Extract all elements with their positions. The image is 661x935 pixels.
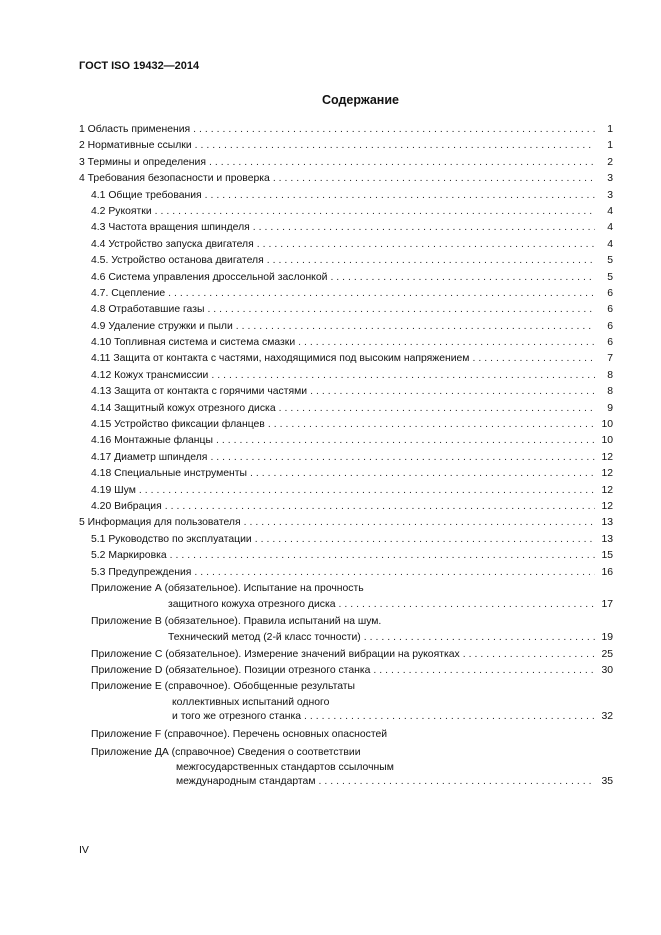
toc-entry[interactable] xyxy=(79,253,613,269)
dot-leader xyxy=(373,663,595,679)
toc-entry-text: 4.11 Защита от контакта с частями, находящимися под высоким напряжением xyxy=(91,353,470,365)
toc-entry[interactable] xyxy=(79,368,613,384)
toc-entry-text: 4.8 Отработавшие газы xyxy=(91,304,205,316)
toc-entry-page: 4 xyxy=(607,222,613,234)
toc-entry-page: 1 xyxy=(607,140,613,152)
toc-entry-text: Приложение F (справочное). Перечень основных опасностей xyxy=(91,729,388,741)
toc-entry-text: 4.2 Рукоятки xyxy=(91,205,152,217)
toc-entry-page: 3 xyxy=(607,189,613,201)
toc-entry-text: 5.1 Руководство по эксплуатации xyxy=(91,533,252,545)
dot-leader xyxy=(205,188,595,204)
toc-entry-text: Приложение ДА (справочное) Сведения о соответствии xyxy=(91,747,361,759)
toc-entry-page: 6 xyxy=(607,320,613,332)
appendix-da-continuation[interactable] xyxy=(79,761,613,774)
toc-entry[interactable] xyxy=(79,499,613,515)
toc-entry-page: 19 xyxy=(601,632,613,644)
dot-leader xyxy=(310,384,595,400)
toc-entry[interactable] xyxy=(79,122,613,138)
toc-entry-text: защитного кожуха отрезного диска xyxy=(168,599,336,611)
toc-entry[interactable] xyxy=(79,270,613,286)
toc-entry-text: 4.15 Устройство фиксации фланцев xyxy=(91,419,265,431)
dot-leader xyxy=(472,351,595,367)
dot-leader xyxy=(257,237,595,253)
toc-entry[interactable] xyxy=(79,565,613,581)
toc-entry-page: 13 xyxy=(601,517,613,529)
toc-entry[interactable] xyxy=(79,220,613,236)
toc-entry-text: 4.19 Шум xyxy=(91,484,136,496)
toc-entry-page: 12 xyxy=(601,484,613,496)
dot-leader xyxy=(298,335,595,351)
toc-entry-page: 7 xyxy=(607,353,613,365)
toc-entry-text: 4.17 Диаметр шпинделя xyxy=(91,451,208,463)
toc-entry[interactable] xyxy=(79,138,613,154)
toc-entry-page: 25 xyxy=(601,648,613,660)
dot-leader xyxy=(330,270,595,286)
toc-entry-text: международным стандартам xyxy=(176,776,316,788)
toc-entry[interactable] xyxy=(79,532,613,548)
dot-leader xyxy=(207,302,595,318)
dot-leader xyxy=(194,565,595,581)
toc-entry-text: 4.10 Топливная система и система смазки xyxy=(91,337,296,349)
toc-entry-page: 12 xyxy=(601,468,613,480)
toc-entry-text: 3 Термины и определения xyxy=(79,156,206,168)
toc-entry-text: 4.6 Система управления дроссельной заслонкой xyxy=(91,271,328,283)
toc-entry[interactable] xyxy=(79,417,613,433)
toc-entry-page: 9 xyxy=(607,402,613,414)
toc-entry-text: 4.5. Устройство останова двигателя xyxy=(91,255,264,267)
toc-entry-page: 35 xyxy=(601,776,613,788)
toc-entry-page: 5 xyxy=(607,255,613,267)
toc-entry-text: и того же отрезного станка xyxy=(172,710,302,722)
dot-leader xyxy=(279,401,595,417)
toc-entry-text: 4.14 Защитный кожух отрезного диска xyxy=(91,402,276,414)
toc-entry[interactable] xyxy=(79,188,613,204)
toc-entry[interactable] xyxy=(79,286,613,302)
dot-leader xyxy=(250,466,595,482)
toc-entry-page: 30 xyxy=(601,664,613,676)
dot-leader xyxy=(216,433,595,449)
toc-entry[interactable] xyxy=(79,433,613,449)
dot-leader xyxy=(304,709,595,725)
dot-leader xyxy=(165,499,595,515)
appendix-d[interactable] xyxy=(79,663,613,679)
toc-entry-text: 1 Область применения xyxy=(79,124,191,135)
toc-entry-text: Приложение D (обязательное). Позиции отрезного станка xyxy=(91,664,371,676)
toc-entry-text: 4.7. Сцепление xyxy=(91,287,166,299)
toc-entry-text: 4.9 Удаление стружки и пыли xyxy=(91,320,233,332)
toc-entry-text: межгосударственных стандартов ссылочным xyxy=(176,762,394,774)
toc-entry-text: 5 Информация для пользователя xyxy=(79,517,241,529)
toc-entry-page: 13 xyxy=(601,533,613,545)
dot-leader xyxy=(273,171,595,187)
toc-entry-text: Технический метод (2-й класс точности) xyxy=(168,632,361,644)
toc-entry-page: 8 xyxy=(607,369,613,381)
toc-entry-page: 17 xyxy=(601,599,613,611)
toc-entry[interactable] xyxy=(79,204,613,220)
toc-entry-text: 5.3 Предупреждения xyxy=(91,566,192,578)
toc-entry[interactable] xyxy=(79,384,613,400)
dot-leader xyxy=(236,319,595,335)
appendix-da-continuation[interactable] xyxy=(79,774,613,790)
toc-entry[interactable] xyxy=(79,171,613,187)
toc-entry[interactable] xyxy=(79,401,613,417)
table-of-contents xyxy=(79,122,613,791)
toc-entry[interactable] xyxy=(79,302,613,318)
dot-leader xyxy=(244,515,595,531)
dot-leader xyxy=(318,774,595,790)
dot-leader xyxy=(170,548,595,564)
toc-entry-page: 16 xyxy=(601,566,613,578)
dot-leader xyxy=(210,450,595,466)
dot-leader xyxy=(211,368,595,384)
toc-entry-page: 10 xyxy=(601,435,613,447)
toc-entry[interactable] xyxy=(79,237,613,253)
toc-entry[interactable] xyxy=(79,483,613,499)
appendix-e-continuation[interactable] xyxy=(79,696,613,709)
toc-entry-page: 10 xyxy=(601,419,613,431)
dot-leader xyxy=(168,286,595,302)
toc-entry[interactable] xyxy=(79,319,613,335)
toc-entry-text: 4.20 Вибрация xyxy=(91,500,162,512)
toc-entry-text: 4.4 Устройство запуска двигателя xyxy=(91,238,254,250)
appendix-c[interactable] xyxy=(79,647,613,663)
appendix-b-continuation[interactable] xyxy=(79,630,613,646)
toc-entry-page: 1 xyxy=(607,124,613,135)
appendix-f[interactable] xyxy=(79,725,613,745)
toc-entry-page: 6 xyxy=(607,337,613,349)
appendix-da-title[interactable] xyxy=(79,745,613,761)
toc-entry-text: 4.1 Общие требования xyxy=(91,189,202,201)
dot-leader xyxy=(463,647,595,663)
toc-entry-page: 2 xyxy=(607,156,613,168)
toc-entry[interactable] xyxy=(79,515,613,531)
toc-entry-page: 5 xyxy=(607,271,613,283)
toc-entry-text: 4.3 Частота вращения шпинделя xyxy=(91,222,250,234)
toc-entry-page: 6 xyxy=(607,304,613,316)
document-header: ГОСТ ISO 19432—2014 xyxy=(79,60,200,72)
dot-leader xyxy=(268,417,595,433)
toc-title: Содержание xyxy=(321,93,399,107)
page-number: IV xyxy=(79,844,89,856)
appendix-e-continuation[interactable] xyxy=(79,709,613,725)
toc-entry[interactable] xyxy=(79,335,613,351)
toc-entry-text: 5.2 Маркировка xyxy=(91,550,167,562)
dot-leader xyxy=(195,138,595,154)
toc-entry-text: 4 Требования безопасности и проверка xyxy=(79,173,270,185)
toc-entry-page: 12 xyxy=(601,451,613,463)
toc-entry-page: 3 xyxy=(607,173,613,185)
toc-entry-text: 4.12 Кожух трансмиссии xyxy=(91,369,209,381)
dot-leader xyxy=(155,204,595,220)
appendix-a-continuation[interactable] xyxy=(79,597,613,613)
toc-entry[interactable] xyxy=(79,155,613,171)
appendix-b-title[interactable] xyxy=(79,614,613,630)
toc-entry-text: 4.18 Специальные инструменты xyxy=(91,468,248,480)
appendix-e-title[interactable] xyxy=(79,679,613,695)
toc-entry[interactable] xyxy=(79,450,613,466)
dot-leader xyxy=(339,597,596,613)
toc-entry-text: 2 Нормативные ссылки xyxy=(79,140,192,152)
toc-entry-page: 15 xyxy=(601,550,613,562)
toc-entry-text: 4.16 Монтажные фланцы xyxy=(91,435,213,447)
dot-leader xyxy=(193,122,595,138)
toc-entry-text: Приложение А (обязательное). Испытание на прочность xyxy=(91,582,364,594)
toc-entry-page: 12 xyxy=(601,500,613,512)
dot-leader xyxy=(267,253,595,269)
toc-entry-page: 4 xyxy=(607,205,613,217)
toc-entry-text: коллективных испытаний одного xyxy=(172,696,330,708)
toc-entry-text: Приложение В (обязательное). Правила испытаний на шум. xyxy=(91,615,382,627)
dot-leader xyxy=(253,220,595,236)
toc-entry[interactable] xyxy=(79,351,613,367)
dot-leader xyxy=(209,155,595,171)
appendix-a-title[interactable] xyxy=(79,581,613,597)
toc-entry[interactable] xyxy=(79,466,613,482)
toc-entry-text: Приложение С (обязательное). Измерение значений вибрации на рукоятках xyxy=(91,648,460,660)
dot-leader xyxy=(364,630,595,646)
toc-entry-page: 4 xyxy=(607,238,613,250)
toc-entry-page: 32 xyxy=(601,710,613,722)
dot-leader xyxy=(139,483,595,499)
toc-entry-text: 4.13 Защита от контакта с горячими частями xyxy=(91,386,308,398)
toc-entry[interactable] xyxy=(79,548,613,564)
toc-entry-page: 8 xyxy=(607,386,613,398)
dot-leader xyxy=(255,532,595,548)
toc-entry-page: 6 xyxy=(607,287,613,299)
toc-entry-text: Приложение Е (справочное). Обобщенные результаты xyxy=(91,681,355,693)
